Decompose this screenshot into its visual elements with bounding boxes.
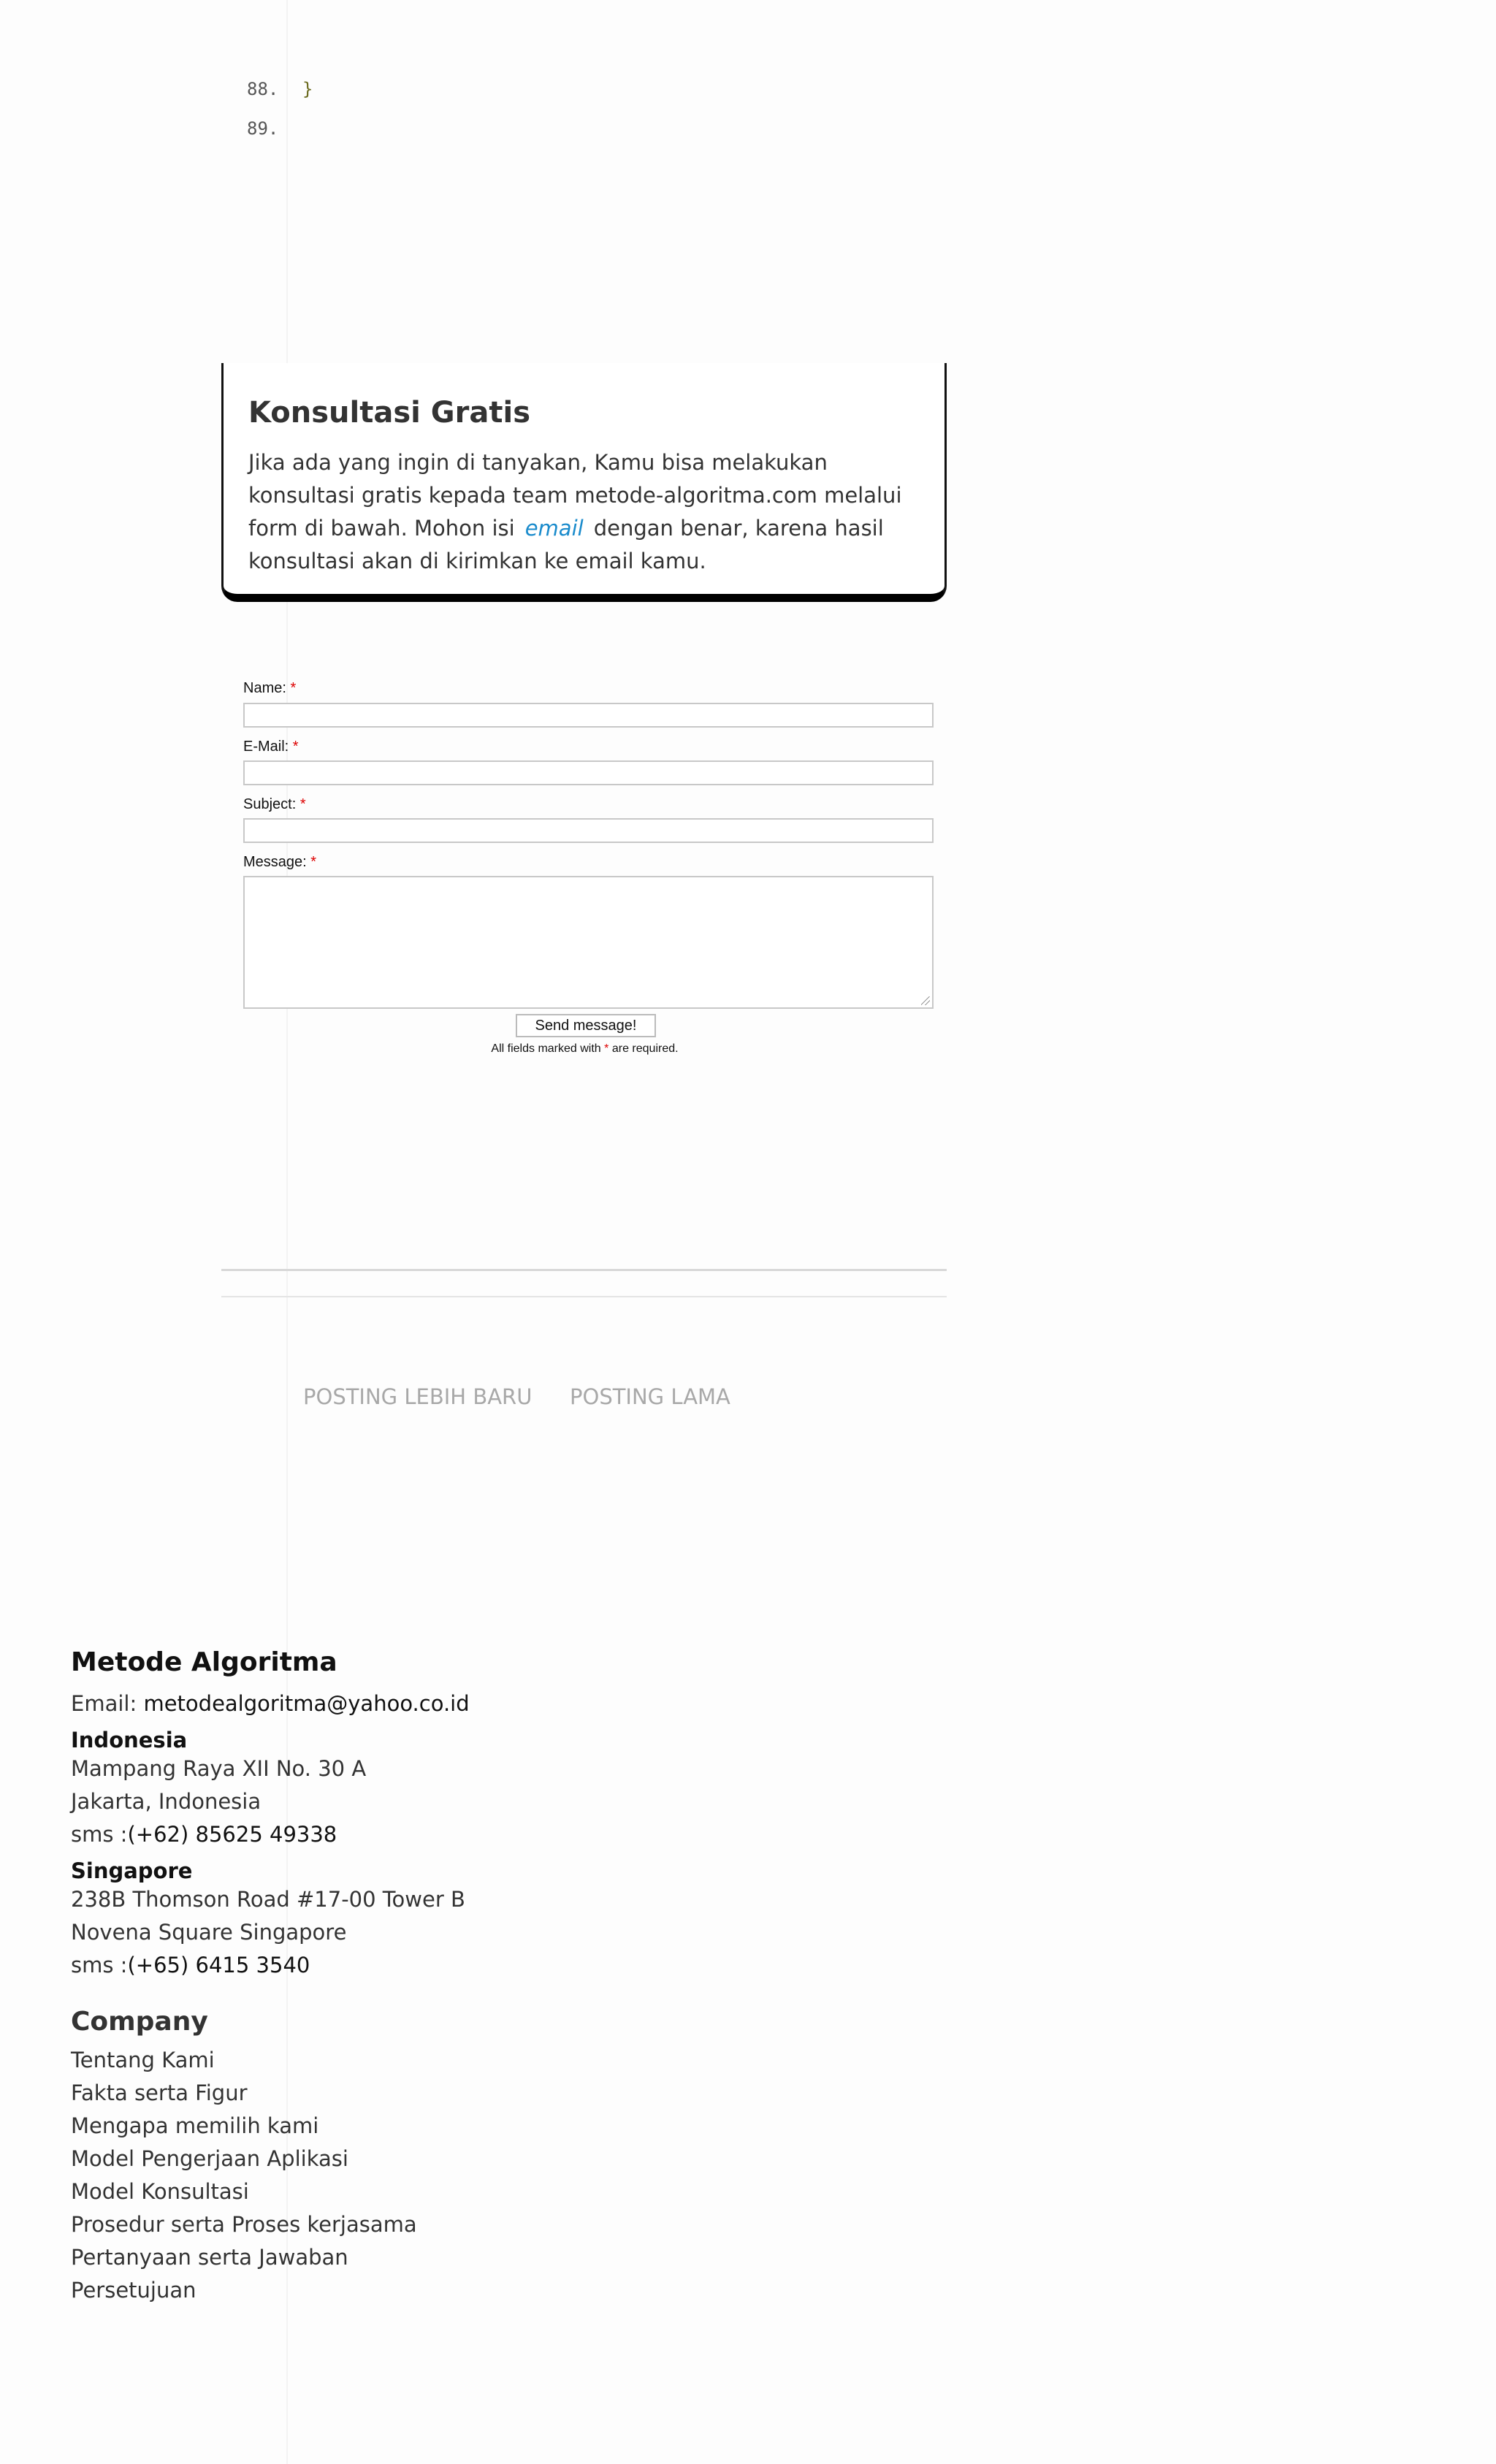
name-input[interactable]	[243, 703, 934, 728]
footer-link-fakta-figur[interactable]: Fakta serta Figur	[71, 2080, 248, 2105]
footer-company-heading: Company	[71, 2007, 208, 2037]
consultation-title: Konsultasi Gratis	[248, 396, 530, 430]
required-note: All fields marked with * are required.	[491, 1042, 679, 1055]
newer-posts-link[interactable]: POSTING LEBIH BARU	[303, 1384, 533, 1409]
line-number: 88.	[247, 79, 279, 99]
footer-singapore-heading: Singapore	[71, 1858, 193, 1883]
email-input[interactable]	[243, 760, 934, 785]
footer-company-links	[71, 2044, 470, 2307]
footer-link-mengapa-memilih[interactable]: Mengapa memilih kami	[71, 2113, 319, 2138]
footer-indonesia-heading: Indonesia	[71, 1728, 188, 1752]
footer-brand: Metode Algoritma	[71, 1647, 337, 1677]
divider	[221, 1269, 947, 1271]
footer-indonesia-address2: Jakarta, Indonesia	[71, 1789, 262, 1814]
code-line	[247, 118, 302, 139]
footer-singapore-sms: sms :(+65) 6415 3540	[71, 1953, 310, 1977]
footer	[71, 1647, 470, 2307]
resize-grip-icon[interactable]	[921, 996, 930, 1005]
footer-indonesia-sms-value[interactable]: (+62) 85625 49338	[127, 1822, 337, 1847]
footer-singapore-address1: 238B Thomson Road #17-00 Tower B	[71, 1887, 465, 1912]
footer-singapore-sms-value[interactable]: (+65) 6415 3540	[127, 1953, 310, 1977]
footer-email: Email: metodealgoritma@yahoo.co.id	[71, 1691, 470, 1716]
footer-singapore-address2: Novena Square Singapore	[71, 1920, 347, 1945]
line-number: 89.	[247, 118, 279, 139]
footer-link-prosedur-proses[interactable]: Prosedur serta Proses kerjasama	[71, 2212, 417, 2237]
older-posts-link[interactable]: POSTING LAMA	[570, 1384, 730, 1409]
code-text: }	[302, 79, 313, 99]
email-label: E-Mail: *	[243, 739, 299, 755]
email-link[interactable]: email	[524, 516, 584, 541]
name-label: Name: *	[243, 680, 297, 696]
message-textarea[interactable]	[243, 876, 934, 1009]
footer-link-pertanyaan-jawaban[interactable]: Pertanyaan serta Jawaban	[71, 2245, 348, 2270]
footer-link-persetujuan[interactable]: Persetujuan	[71, 2278, 196, 2303]
consultation-box	[221, 363, 947, 602]
subject-input[interactable]	[243, 818, 934, 843]
send-message-button[interactable]: Send message!	[516, 1014, 656, 1037]
footer-link-model-konsultasi[interactable]: Model Konsultasi	[71, 2179, 249, 2204]
divider	[221, 1296, 947, 1297]
footer-email-value[interactable]: metodealgoritma@yahoo.co.id	[143, 1691, 470, 1716]
footer-link-tentang-kami[interactable]: Tentang Kami	[71, 2048, 215, 2072]
message-label: Message: *	[243, 854, 317, 870]
consultation-text	[248, 446, 928, 578]
consultation-text-before: Jika ada yang ingin di tanyakan, Kamu bisa melakukan konsultasi gratis kepada team metode-algoritma.com melalui form di bawah. Mohon isi	[248, 450, 902, 541]
code-line	[247, 79, 313, 99]
footer-indonesia-address1: Mampang Raya XII No. 30 A	[71, 1756, 367, 1781]
footer-link-model-pengerjaan[interactable]: Model Pengerjaan Aplikasi	[71, 2146, 348, 2171]
subject-label: Subject: *	[243, 796, 306, 812]
footer-indonesia-sms: sms :(+62) 85625 49338	[71, 1822, 337, 1847]
consultation-text-after: dengan benar, karena hasil konsultasi akan di kirimkan ke email kamu.	[248, 516, 884, 573]
